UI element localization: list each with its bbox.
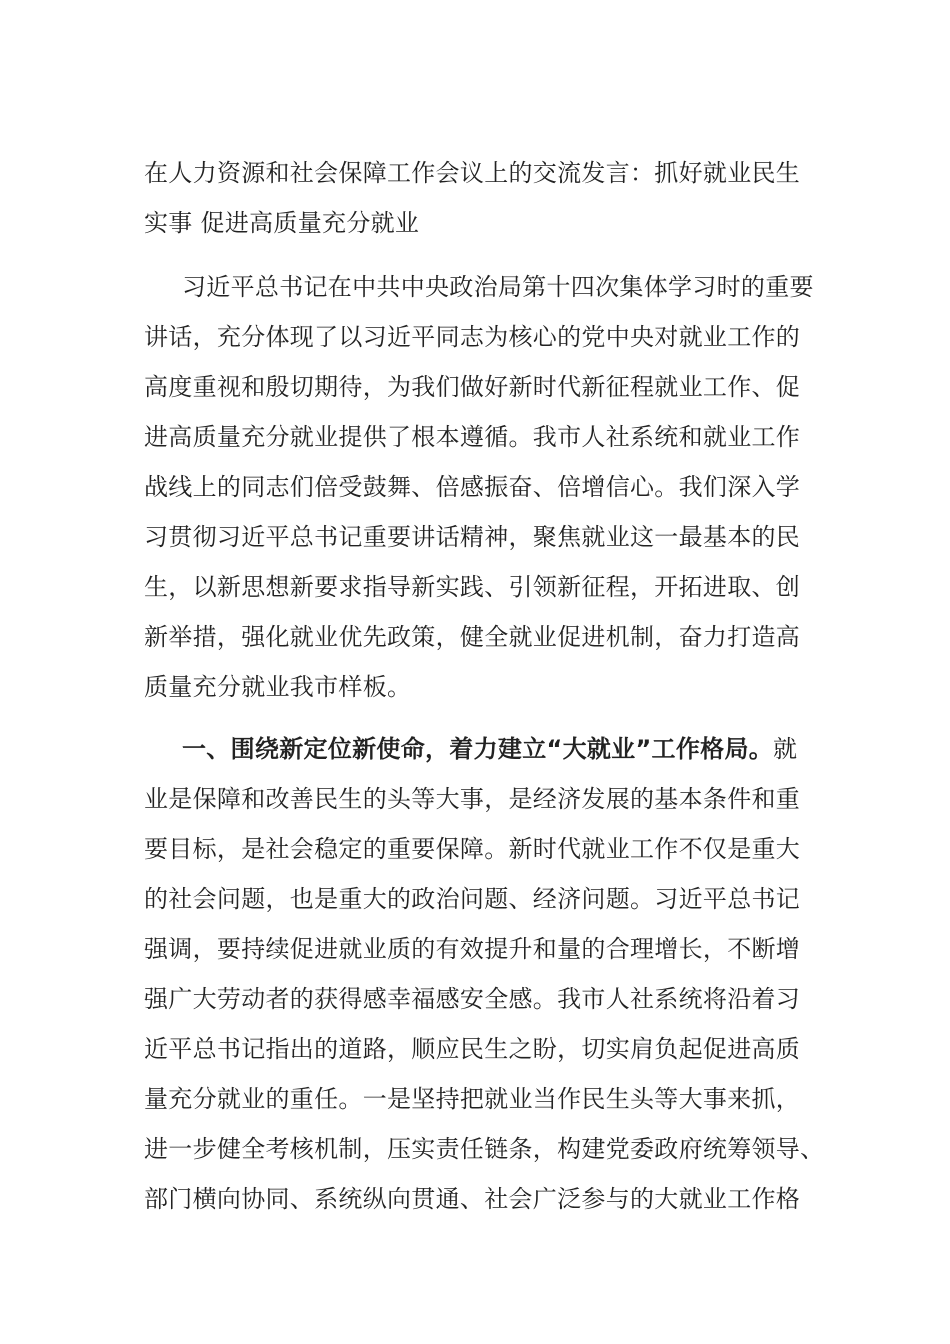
paragraph-1-line-2: 讲话，充分体现了以习近平同志为核心的党中央对就业工作的	[144, 323, 801, 351]
paragraph-2-first-rest: 就	[773, 735, 798, 763]
paragraph-1-line-6: 习贯彻习近平总书记重要讲话精神，聚焦就业这一最基本的民	[144, 523, 801, 551]
paragraph-2-line-8: 量充分就业的重任。一是坚持把就业当作民生头等大事来抓，	[144, 1085, 801, 1113]
paragraph-2-line-10: 部门横向协同、系统纵向贯通、社会广泛参与的大就业工作格	[144, 1185, 801, 1213]
document-title-line-2: 实事 促进高质量充分就业	[144, 209, 420, 237]
paragraph-1-line-4: 进高质量充分就业提供了根本遵循。我市人社系统和就业工作	[144, 423, 801, 451]
paragraph-2-line-5: 强调，要持续促进就业质的有效提升和量的合理增长，不断增	[144, 935, 801, 963]
paragraph-2-line-1	[182, 732, 797, 766]
paragraph-1-line-1: 习近平总书记在中共中央政治局第十四次集体学习时的重要	[182, 273, 814, 301]
paragraph-1-line-3: 高度重视和殷切期待，为我们做好新时代新征程就业工作、促	[144, 373, 801, 401]
paragraph-2-line-4: 的社会问题，也是重大的政治问题、经济问题。习近平总书记	[144, 885, 801, 913]
paragraph-1-line-7: 生，以新思想新要求指导新实践、引领新征程，开拓进取、创	[144, 573, 801, 601]
paragraph-1-line-8: 新举措，强化就业优先政策，健全就业促进机制，奋力打造高	[144, 623, 801, 651]
paragraph-1-line-9: 质量充分就业我市样板。	[144, 673, 412, 701]
document-title-line-1: 在人力资源和社会保障工作会议上的交流发言：抓好就业民生	[144, 159, 801, 187]
paragraph-2-line-7: 近平总书记指出的道路，顺应民生之盼，切实肩负起促进高质	[144, 1035, 801, 1063]
paragraph-2-line-9: 进一步健全考核机制，压实责任链条，构建党委政府统筹领导、	[144, 1135, 825, 1163]
paragraph-2-line-3: 要目标，是社会稳定的重要保障。新时代就业工作不仅是重大	[144, 835, 801, 863]
paragraph-2-line-2: 业是保障和改善民生的头等大事，是经济发展的基本条件和重	[144, 785, 801, 813]
paragraph-1-line-5: 战线上的同志们倍受鼓舞、倍感振奋、倍增信心。我们深入学	[144, 473, 801, 501]
section-heading: 一、围绕新定位新使命，着力建立“大就业”工作格局。	[182, 735, 774, 763]
paragraph-2-line-6: 强广大劳动者的获得感幸福感安全感。我市人社系统将沿着习	[144, 985, 801, 1013]
